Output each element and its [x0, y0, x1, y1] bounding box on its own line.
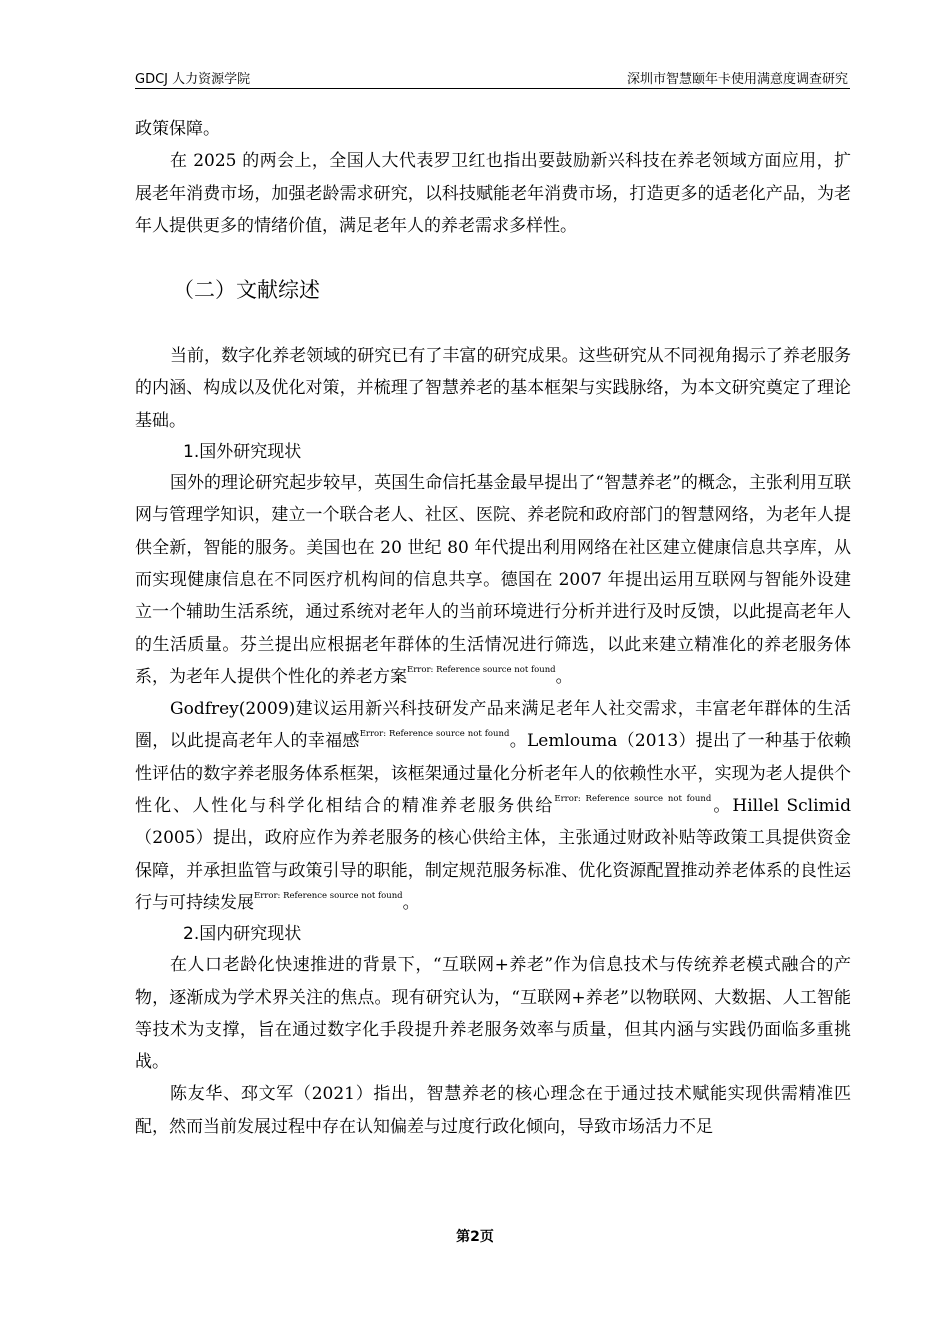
reference-error: Error: Reference source not found [359, 729, 510, 740]
reference-error: Error: Reference source not found [554, 794, 712, 805]
paragraph [135, 693, 851, 919]
paragraph-text: Godfrey(2009)建议运用新兴科技研发产品来满足老年人社交需求，丰富老年群体的生活圈，以此提高老年人的幸福感 [135, 699, 851, 752]
reference-error: Error: Reference source not found [254, 890, 403, 901]
section-title: （二）文献综述 [173, 278, 320, 303]
subsection-title: 1.国外研究现状 [183, 442, 302, 463]
paragraph: 在 2025 的两会上，全国人大代表罗卫红也指出要鼓励新兴科技在养老领域方面应用，扩展老年消费市场，加强老龄需求研究，以科技赋能老年消费市场，打造更多的适老化产品，为老年人提供更多的情绪价值，满足老年人的养老需求多样性。 [135, 151, 851, 236]
subsection-title: 2.国内研究现状 [183, 924, 302, 945]
punctuation: 。 [555, 666, 573, 687]
punctuation: 。 [402, 892, 420, 913]
paragraph-text: 。Hillel Sclimid（2005）提出，政府应作为养老服务的核心供给主体，主张通过财政补贴等政策工具提供资金保障，并承担监管与政策引导的职能，制定规范服务标准、优化资源配置推动养老体系的良性运行与可持续发展 [135, 796, 851, 913]
paragraph-text: 。Lemlouma（2013）提出了一种基于依赖性评估的数字养老服务体系框架，该框架通过量化分析老年人的依赖性水平，实现为老人提供个性化、人性化与科学化相结合的精准养老服务供给 [135, 731, 852, 817]
paragraph [135, 467, 851, 693]
page-header [135, 66, 850, 89]
paragraph: 当前，数字化养老领域的研究已有了丰富的研究成果。这些研究从不同视角揭示了养老服务的内涵、构成以及优化对策，并梳理了智慧养老的基本框架与实践脉络，为本文研究奠定了理论基础。 [135, 346, 851, 431]
paragraph-text: 国外的理论研究起步较早，英国生命信托基金最早提出了“智慧养老”的概念，主张利用互联网与管理学知识，建立一个联合老人、社区、医院、养老院和政府部门的智慧网络，为老年人提供全新，智能的服务。美国也在 20 世纪 80 年代提出利用网络在社区建立健康信息共享库，从而实现健康信息在不同医疗机构间的信息共享。德国在 2007 年提出运用互联网与智能外设建立一个辅助生活系统，通过系统对老年人的当前环境进行分析并进行及时反馈，以此提高老年人的生活质量。芬兰提出应根据老年群体的生活情况进行筛选，以此来建立精准化的养老服务体系，为老年人提供个性化的养老方案 [135, 473, 851, 687]
paragraph: 政策保障。 [135, 119, 220, 139]
header-left: GDCJ 人力资源学院 [135, 72, 251, 87]
paragraph: 在人口老龄化快速推进的背景下，“互联网+养老”作为信息技术与传统养老模式融合的产物，逐渐成为学术界关注的焦点。现有研究认为，“互联网+养老”以物联网、大数据、人工智能等技术为支撑，旨在通过数字化手段提升养老服务效率与质量，但其内涵与实践仍面临多重挑战。 [135, 955, 851, 1073]
document-body [135, 113, 851, 1143]
paragraph: 陈友华、邳文军（2021）指出，智慧养老的核心理念在于通过技术赋能实现供需精准匹配，然而当前发展过程中存在认知偏差与过度行政化倾向，导致市场活力不足 [135, 1084, 851, 1137]
page-number: 第2页 [456, 1229, 494, 1245]
header-right: 深圳市智慧颐年卡使用满意度调查研究 [626, 72, 848, 87]
reference-error: Error: Reference source not found [407, 664, 556, 675]
